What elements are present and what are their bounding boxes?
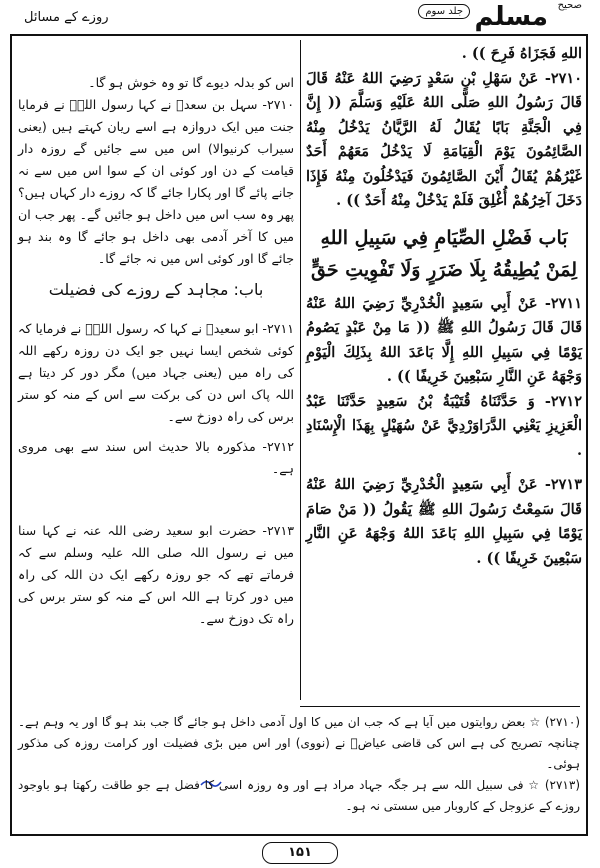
footnote-2713: (۲۷۱۳) ☆ فی سبیل اللہ سے ہر جگہ جہاد مراد ہے اور وہ روزہ اسی کا فضل ہے جو طاقت رکھتا ہو باوجود روزے کے عزوجل کے کاروبار میں سستی نہ ہو۔ bbox=[18, 778, 580, 813]
header-title-prefix: صحیح bbox=[557, 0, 582, 11]
urdu-top-line: اس کو بدلہ دیوے گا تو وہ خوش ہو گا۔ bbox=[88, 75, 294, 90]
chapter-heading-arabic: بَاب فَضْلِ الصِّيَامِ فِي سَبِيلِ اللهِ لِمَنْ يُطِيقُهُ بِلَا ضَرَرٍ وَلَا تَفْوِيتِ حَقٍّ bbox=[310, 226, 577, 281]
header-book-title: مسلم bbox=[474, 2, 548, 32]
header-section-title: روزے کے مسائل bbox=[24, 10, 109, 25]
page-header bbox=[10, 0, 588, 34]
hadith-2710-arabic: ٢٧١٠- عَنْ سَهْلِ بْنِ سَعْدٍ رَضِيَ اللهُ عَنْهُ قَالَ قَالَ رَسُولُ اللهِ صَلَّى اللهُ عَلَيْهِ وَسَلَّمَ (( إِنَّ فِي الْجَنَّةِ بَابًا يُقَالُ لَهُ الرَّيَّانُ يَدْخُلُ مِنْهُ الصَّائِمُونَ يَوْمَ الْقِيَامَةِ لَا يَدْخُلُ مَعَهُمْ أَحَدٌ غَيْرُهُمْ يُقَالُ أَيْنَ الصَّائِمُونَ فَيَدْخُلُونَ مِنْهُ فَإِذَا دَخَلَ آخِرُهُمْ أُغْلِقَ فَلَمْ يَدْخُلْ مِنْهُ أَحَدٌ )) . bbox=[306, 69, 582, 209]
hadith-2712-arabic: ٢٧١٢- وَ حَدَّثَنَاهُ قُتَيْبَةُ بْنُ سَعِيدٍ حَدَّثَنَا عَبْدُ الْعَزِيزِ يَعْنِي الدَّرَاوَرْدِيَّ عَنْ سُهَيْلٍ بِهَذَا الْإِسْنَادِ . bbox=[306, 392, 582, 459]
page-number: ۱۵۱ bbox=[262, 842, 338, 864]
arabic-column bbox=[306, 42, 582, 571]
footnote-rule bbox=[300, 706, 580, 707]
hadith-2713-urdu: ۲۷۱۳- حضرت ابو سعید رضی اللہ عنہ نے کہا سنا میں نے رسول اللہ صلی اللہ علیہ وسلم سے کہ فرماتے تھے کہ جو روزہ رکھے ایک دن اللہ کی راہ میں دور کرتا ہے اللہ اس کے منہ کو ستر برس کی راہ تک دوزخ سے۔ bbox=[18, 523, 294, 626]
arabic-top-line: اللهِ فَجَزَاهُ فَرِحَ )) . bbox=[461, 45, 582, 62]
footnote-2710: (۲۷۱۰) ☆ بعض روایتوں میں آیا ہے کہ جب ان میں کا اول آدمی داخل ہو جائے گا جب بند ہو گا اور یہ وہم ہے۔ چنانچہ تصریح کی ہے اس کی قاضی عیاضؒ نے (نووی) اور اس میں بڑی فضیلت اور کرامت روزہ کی مذکور ہوئی۔ bbox=[18, 715, 580, 771]
footnotes bbox=[18, 712, 580, 817]
urdu-column bbox=[18, 72, 294, 630]
column-divider bbox=[300, 40, 301, 700]
header-volume-badge: جلد سوم bbox=[418, 4, 470, 19]
chapter-heading-urdu: باب: مجاہد کے روزے کی فضیلت bbox=[48, 280, 264, 299]
hadith-2711-arabic: ٢٧١١- عَنْ أَبِي سَعِيدٍ الْخُدْرِيِّ رَضِيَ اللهُ عَنْهُ قَالَ قَالَ رَسُولُ اللهِ ﷺ (( مَا مِنْ عَبْدٍ يَصُومُ يَوْمًا فِي سَبِيلِ اللهِ إِلَّا بَاعَدَ اللهُ بِذَلِكَ الْيَوْمِ وَجْهَهُ عَنِ النَّارِ سَبْعِينَ خَرِيفًا )) . bbox=[306, 294, 582, 385]
hadith-2713-arabic: ٢٧١٣- عَنْ أَبِي سَعِيدٍ الْخُدْرِيِّ رَضِيَ اللهُ عَنْهُ قَالَ سَمِعْتُ رَسُولَ اللهِ ﷺ يَقُولُ (( مَنْ صَامَ يَوْمًا فِي سَبِيلِ اللهِ بَاعَدَ اللهُ وَجْهَهُ عَنِ النَّارِ سَبْعِينَ خَرِيفًا )) . bbox=[306, 476, 582, 567]
hadith-2712-urdu: ۲۷۱۲- مذکورہ بالا حدیث اس سند سے بھی مروی ہے۔ bbox=[18, 439, 294, 476]
hadith-2710-urdu: ۲۷۱۰- سہل بن سعدؓ نے کہا رسول اللہؐ نے فرمایا جنت میں ایک دروازہ ہے اسے ریان کہتے ہیں (یعنی سیراب کرنیوالا) اس میں سے جائیں گے روزہ دار قیامت کے دن اور کوئی ان کے سوا اس میں سے نہ جانے پائے گا اور پکارا جائے گا کہ روزے دار کہاں ہیں؟ پھر وہ سب اس میں داخل ہو جائیں گے۔ پھر جب ان میں کا آخر آدمی بھی داخل ہو جائے گا وہ بند ہو جائے گا اور کوئی اس میں نہ جائے گا۔ bbox=[18, 97, 294, 266]
hadith-2711-urdu: ۲۷۱۱- ابو سعیدؓ نے کہا کہ رسول اللہؐ نے فرمایا کہ کوئی شخص ایسا نہیں جو ایک دن روزہ رکھے اللہ کی راہ میں (یعنی جہاد میں) مگر دور کر دیتا ہے اللہ پاک اس دن کی برکت سے اس کے منہ کو ستر برس کی راہ دوزخ سے۔ bbox=[18, 321, 294, 424]
